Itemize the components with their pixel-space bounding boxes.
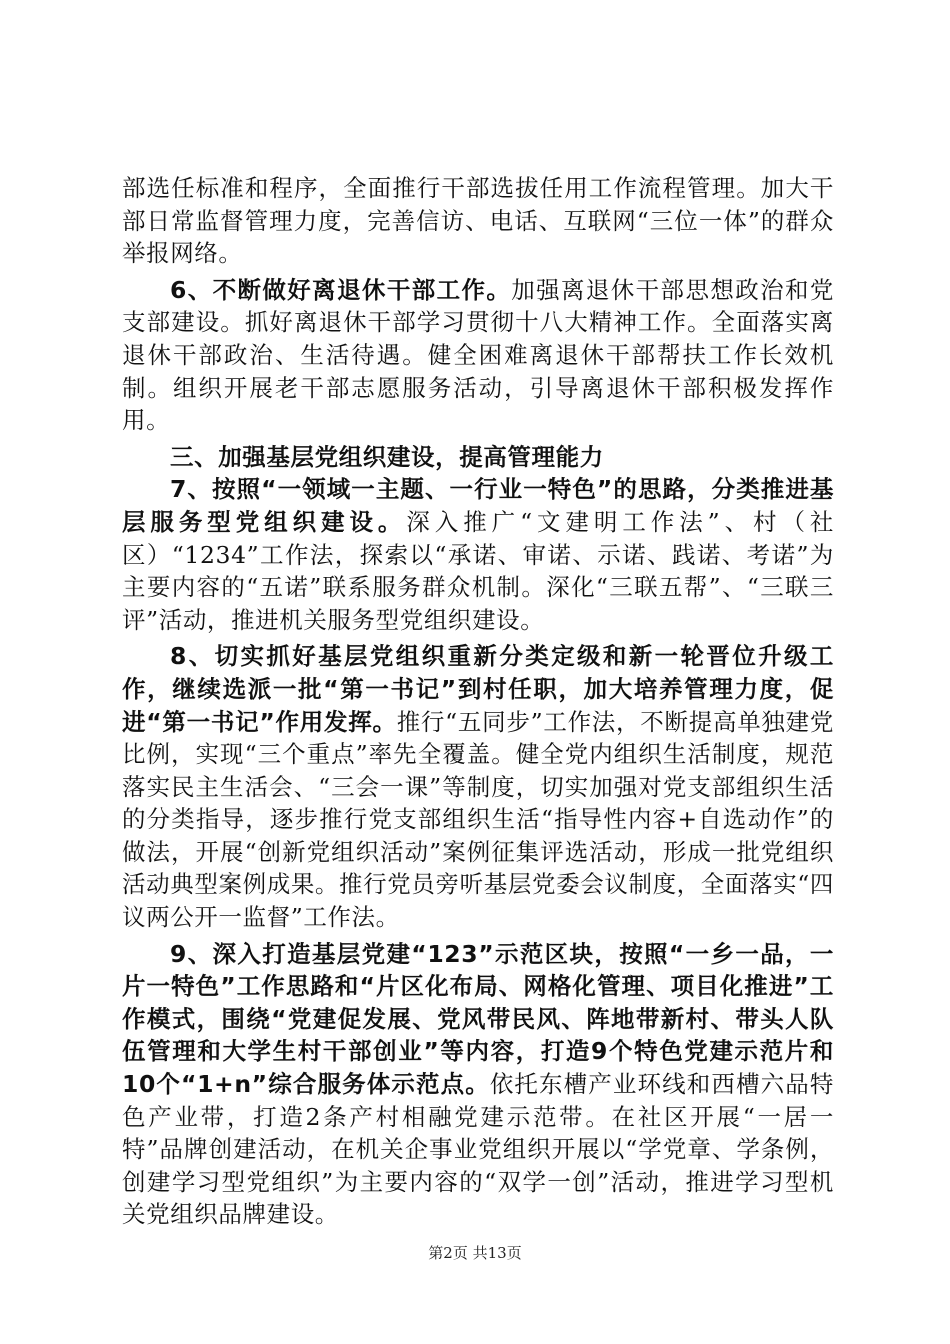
paragraph-6 bbox=[122, 274, 834, 437]
paragraph-8 bbox=[122, 640, 834, 933]
page-number-footer: 第2页 共13页 bbox=[428, 1244, 522, 1262]
section-heading-3: 三、加强基层党组织建设，提高管理能力 bbox=[170, 442, 604, 471]
paragraph-7-heading: 7、按照“一领域一主题、一行业一特色”的思路，分类推进基层服务型党组织建设。 bbox=[122, 475, 834, 536]
paragraph-8-heading: 8、切实抓好基层党组织重新分类定级和新一轮晋位升级工作，继续选派一批“第一书记”到村任职，加大培养管理力度，促进“第一书记”作用发挥。 bbox=[122, 642, 834, 736]
paragraph-9-text: 依托东槽产业环线和西槽六品特色产业带，打造2条产村相融党建示范带。在社区开展“一居一特”品牌创建活动，在机关企事业党组织开展以“学党章、学条例，创建学习型党组织”为主要内容的“双学一创”活动，推进学习型机关党组织品牌建设。 bbox=[122, 1070, 834, 1229]
paragraph-7-text: 深入推广“文建明工作法”、村（社区）“1234”工作法，探索以“承诺、审诺、示诺、践诺、考诺”为主要内容的“五诺”联系服务群众机制。深化“三联五帮”、“三联三评”活动，推进机关服务型党组织建设。 bbox=[122, 507, 834, 634]
paragraph-7 bbox=[122, 473, 834, 636]
paragraph-9-heading: 9、深入打造基层党建“123”示范区块，按照“一乡一品，一片一特色”工作思路和“片区化布局、网格化管理、项目化推进”工作模式，围绕“党建促发展、党风带民风、阵地带新村、带头人队伍管理和大学生村干部创业”等内容，打造9个特色党建示范片和10个“1+n”综合服务体示范点。 bbox=[122, 939, 834, 1099]
paragraph-8-text: 推行“五同步”工作法，不断提高单独建党比例，实现“三个重点”率先全覆盖。健全党内组织生活制度，规范落实民主生活会、“三会一课”等制度，切实加强对党支部组织生活的分类指导，逐步推行党支部组织生活“指导性内容+自选动作”的做法，开展“创新党组织活动”案例征集评选活动，形成一批党组织活动典型案例成果。推行党员旁听基层党委会议制度，全面落实“四议两公开一监督”工作法。 bbox=[122, 707, 834, 932]
document-body bbox=[122, 172, 834, 1231]
paragraph-9 bbox=[122, 938, 834, 1231]
paragraph-6-heading: 6、不断做好离退休干部工作。 bbox=[170, 275, 512, 304]
paragraph-6-text: 加强离退休干部思想政治和党支部建设。抓好离退休干部学习贯彻十八大精神工作。全面落实离退休干部政治、生活待遇。健全困难离退休干部帮扶工作长效机制。组织开展老干部志愿服务活动，引导离退休干部积极发挥作用。 bbox=[122, 275, 834, 435]
paragraph-continuation bbox=[122, 172, 834, 270]
paragraph-text: 部选任标准和程序，全面推行干部选拔任用工作流程管理。加大干部日常监督管理力度，完善信访、电话、互联网“三位一体”的群众举报网络。 bbox=[122, 174, 834, 268]
